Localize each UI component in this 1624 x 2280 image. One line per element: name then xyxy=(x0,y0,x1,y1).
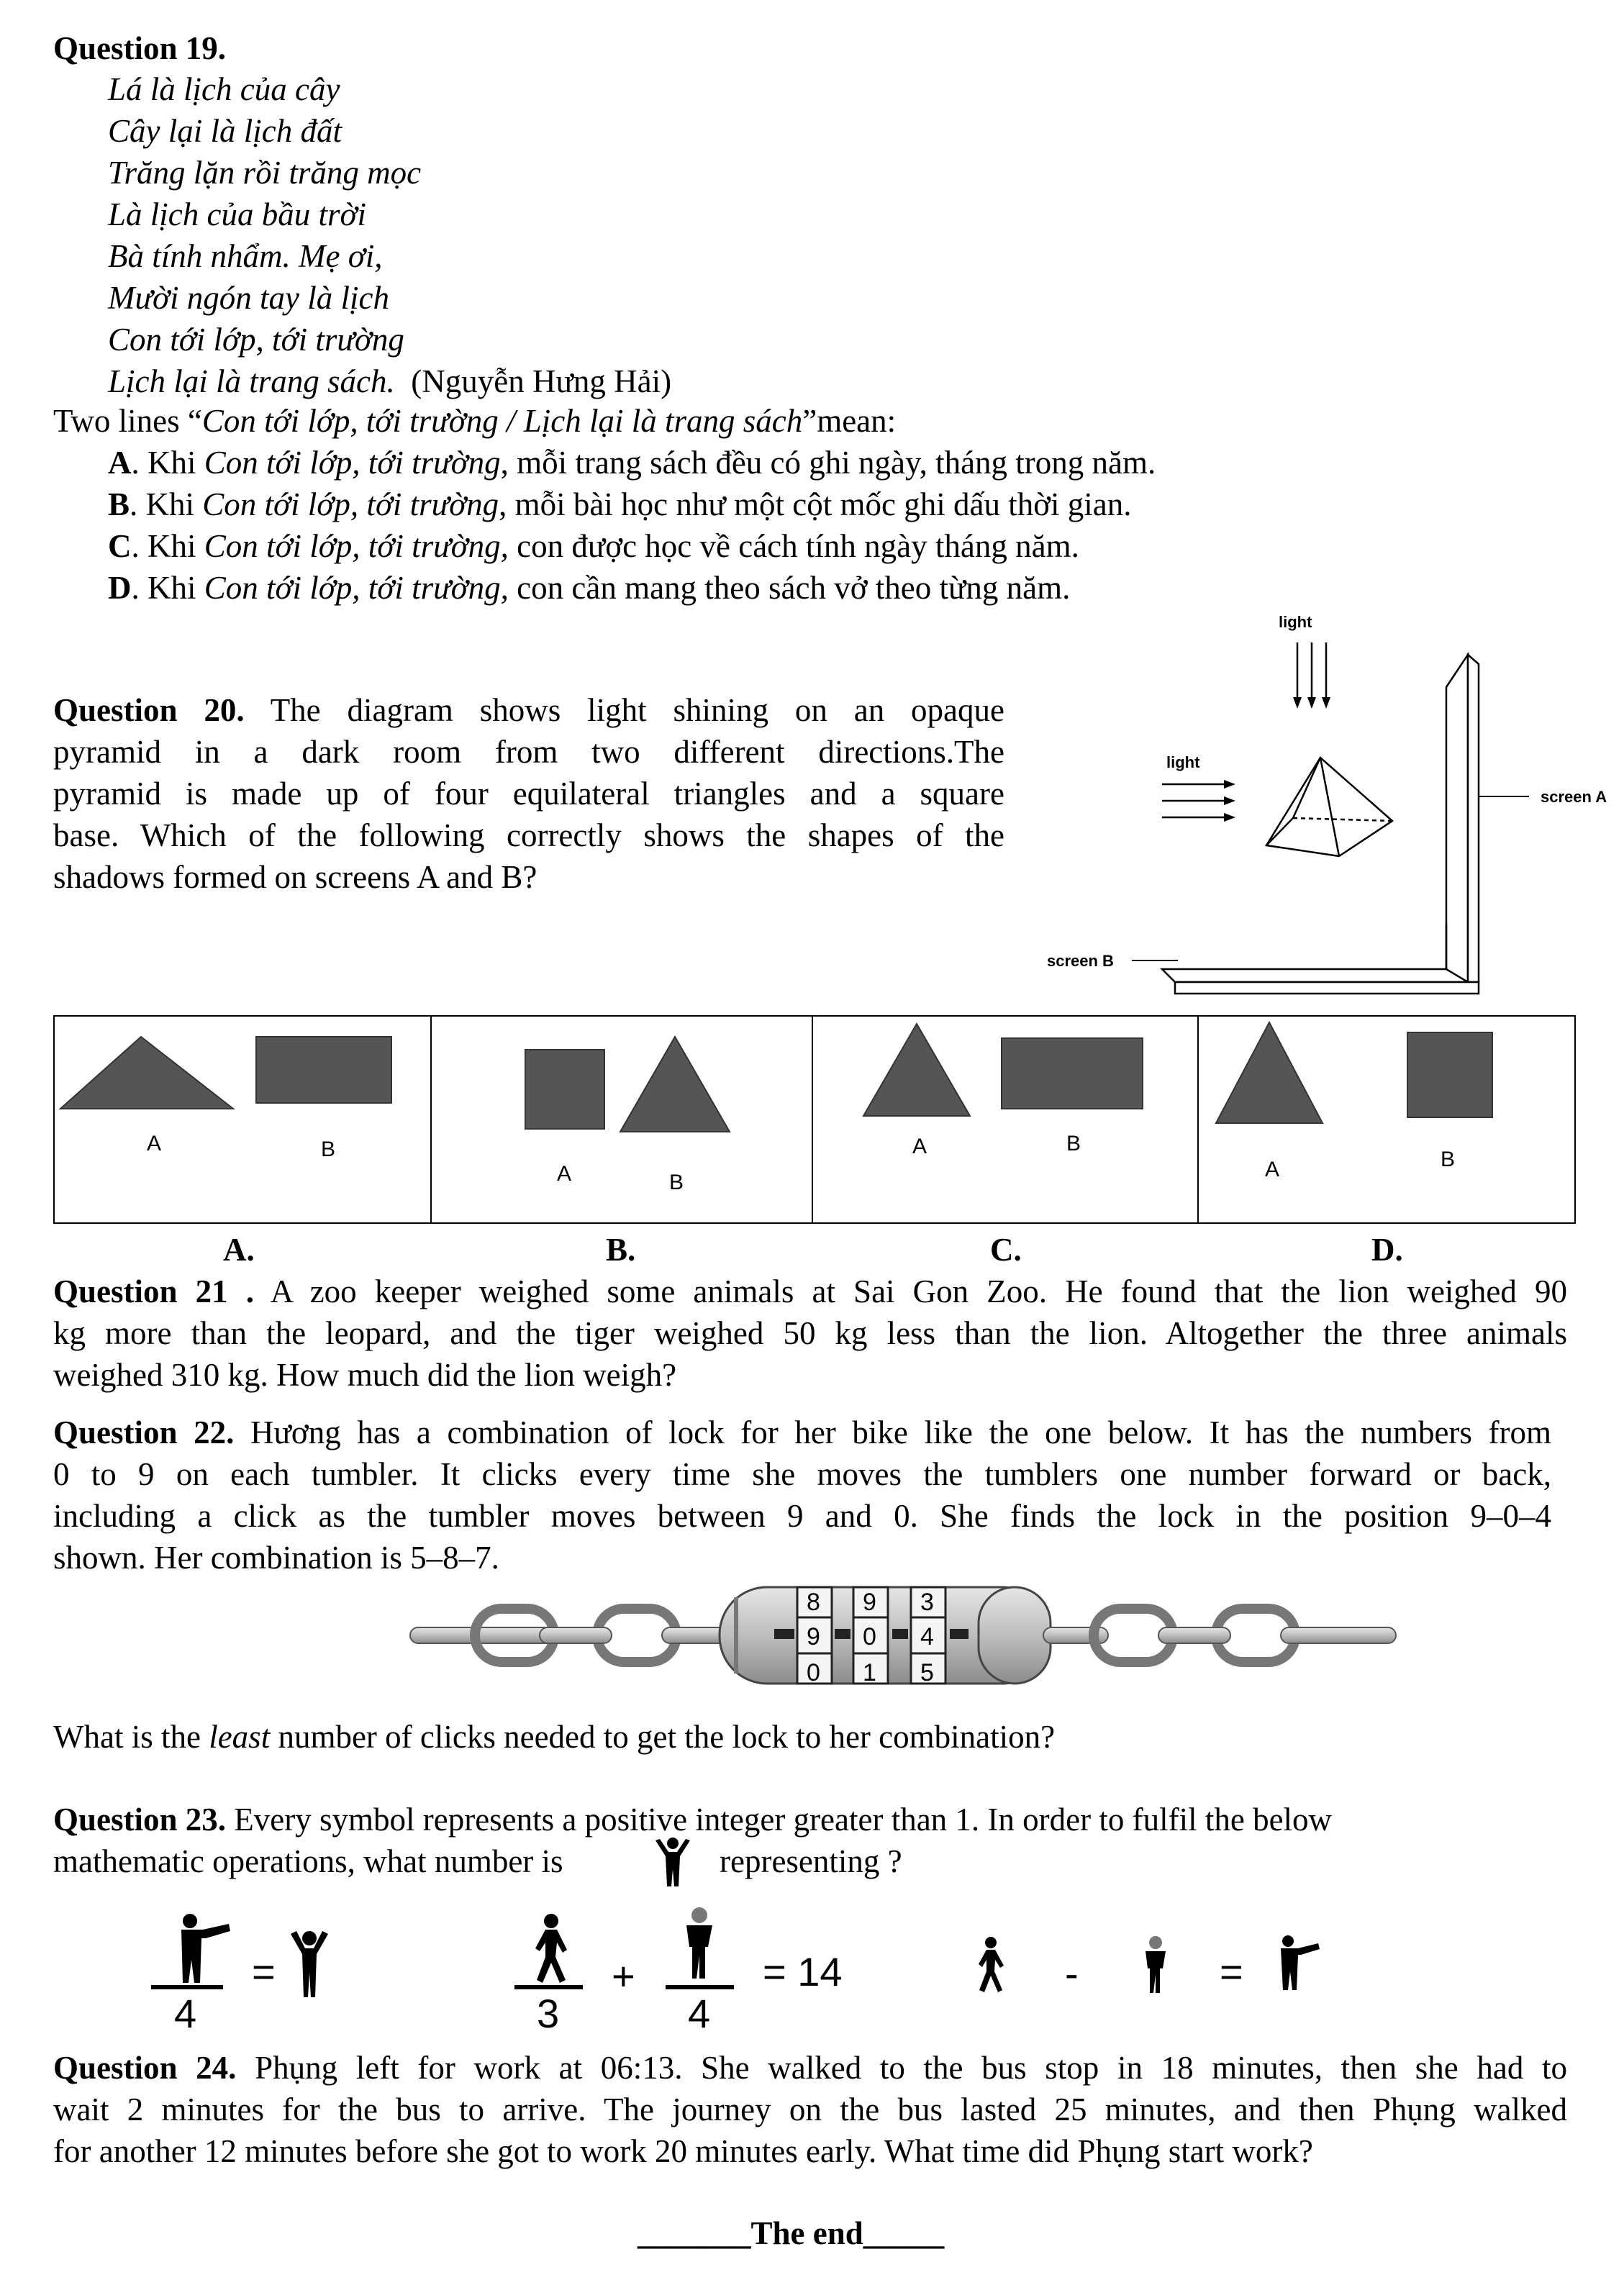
option-letter: B xyxy=(108,486,130,522)
choice-a-cell[interactable] xyxy=(55,1017,432,1222)
poem-line: Bà tính nhẩm. Mẹ ơi, xyxy=(108,238,383,274)
choice-d-letter[interactable]: D. xyxy=(1371,1232,1403,1268)
choice-b-shapes xyxy=(432,1017,810,1222)
tumbler-digit: 9 xyxy=(863,1589,876,1616)
pointing-figure-icon xyxy=(1281,1935,1320,1990)
light-side-label: light xyxy=(1166,753,1200,771)
q23-title: Question 23. xyxy=(53,1802,227,1838)
q21-text xyxy=(53,1271,1567,1396)
q24-line: for another 12 minutes before she got to work 20 minutes early. What time did Phụng start work? xyxy=(53,2133,1313,2169)
poem-line: Mười ngón tay là lịch xyxy=(108,280,390,316)
choice-a-letter[interactable]: A. xyxy=(223,1232,255,1268)
light-top-label: light xyxy=(1279,613,1312,631)
right-chain xyxy=(1043,1609,1396,1662)
shape-label-b: B xyxy=(321,1137,336,1161)
tumbler-digit: 4 xyxy=(920,1623,934,1650)
q20-line: pyramid in a dark room from two different directions.The xyxy=(53,734,1004,770)
option-rest: con được học về cách tính ngày tháng năm. xyxy=(508,528,1079,564)
shape-label-a: A xyxy=(557,1162,572,1186)
arms-up-figure-icon xyxy=(291,1931,328,1997)
footer-text: The end xyxy=(750,2215,863,2251)
q20-line xyxy=(53,689,1004,731)
option-lead: . Khi xyxy=(131,570,204,606)
arms-up-figure-icon xyxy=(651,1835,694,1889)
option-lead: . Khi xyxy=(131,445,204,481)
q24-line: wait 2 minutes for the bus to arrive. The journey on the bus lasted 25 minutes, and then Phụng walked xyxy=(53,2091,1567,2127)
shape-label-b: B xyxy=(1441,1148,1456,1171)
q22-line: shown. Her combination is 5–8–7. xyxy=(53,1540,499,1576)
tumbler-3[interactable] xyxy=(911,1587,945,1686)
poem-line: Trăng lặn rồi trăng mọc xyxy=(108,155,422,191)
divisor: 4 xyxy=(688,1991,711,2036)
combination-lock xyxy=(403,1577,1410,1699)
poem-line: Cây lại là lịch đất xyxy=(108,113,342,149)
q22-line-text: Hương has a combination of lock for her bike like the one below. It has the numbers from xyxy=(234,1414,1552,1450)
tumbler-digit: 8 xyxy=(807,1589,820,1616)
q20-text xyxy=(53,689,1004,898)
q21-line: weighed 310 kg. How much did the lion weigh? xyxy=(53,1357,677,1393)
divisor: 3 xyxy=(537,1991,560,2036)
tumbler-digit: 0 xyxy=(807,1659,820,1686)
option-letter: D xyxy=(108,570,132,606)
q19-option-c[interactable] xyxy=(108,525,1156,567)
poem-last-line: Lịch lại là trang sách. xyxy=(108,363,395,399)
tumbler-digit: 1 xyxy=(863,1659,876,1686)
option-letter: C xyxy=(108,528,132,564)
tumbler-2[interactable] xyxy=(853,1587,888,1686)
q20-line: base. Which of the following correctly shows the shapes of the xyxy=(53,817,1004,853)
q22-line: 0 to 9 on each tumbler. It clicks every time she moves the tumblers one number forward or back, xyxy=(53,1456,1551,1492)
shape-label-a: A xyxy=(147,1132,162,1155)
result: = 14 xyxy=(763,1949,843,1994)
screen-a xyxy=(1446,655,1479,982)
q22-question xyxy=(53,1716,1055,1758)
walking-figure-icon xyxy=(535,1914,567,1983)
q24-line-text: Phụng left for work at 06:13. She walked to the bus stop in 18 minutes, then she had to xyxy=(236,2050,1568,2086)
equals-sign: = xyxy=(1220,1949,1243,1994)
square-shadow xyxy=(525,1050,604,1129)
choice-d-cell[interactable] xyxy=(1199,1017,1574,1222)
pointing-figure-icon xyxy=(181,1914,230,1983)
q19-prompt xyxy=(53,400,896,442)
minus-sign: - xyxy=(1065,1950,1079,1996)
tumbler-digit: 3 xyxy=(920,1589,934,1616)
equals-sign: = xyxy=(252,1949,276,1994)
rectangle-shadow xyxy=(1002,1038,1143,1109)
q19-prompt-pre: Two lines “ xyxy=(53,403,202,439)
option-phrase: Con tới lớp, tới trường xyxy=(204,445,501,481)
shape-label-a: A xyxy=(912,1135,927,1158)
standing-figure-icon xyxy=(686,1907,712,1979)
q20-title: Question 20. xyxy=(53,692,245,728)
poem-author: (Nguyễn Hưng Hải) xyxy=(411,363,672,399)
footer-rule-left: _______ xyxy=(638,2215,751,2251)
option-phrase: Con tới lớp, tới trường, xyxy=(204,570,509,606)
option-rest: con cần mang theo sách vở theo từng năm. xyxy=(508,570,1071,606)
q20-line-text: The diagram shows light shining on an opaque xyxy=(270,692,1005,728)
q21-line: kg more than the leopard, and the tiger weighed 50 kg less than the lion. Altogether the three animals xyxy=(53,1315,1567,1351)
plus-sign: + xyxy=(612,1953,635,1999)
q20-line: shadows formed on screens A and B? xyxy=(53,859,537,895)
the-end-footer xyxy=(638,2212,944,2254)
choice-c-letter[interactable]: C. xyxy=(990,1232,1022,1268)
choice-b-cell[interactable] xyxy=(432,1017,813,1222)
q22-question-em: least xyxy=(209,1719,271,1755)
option-lead: . Khi xyxy=(130,486,203,522)
screen-a-label: screen A xyxy=(1541,788,1607,806)
poem-line: Con tới lớp, tới trường xyxy=(108,322,404,358)
q20-answer-grid xyxy=(53,1015,1576,1224)
tumbler-digit: 9 xyxy=(807,1623,820,1650)
q21-line-text: A zoo keeper weighed some animals at Sai Gon Zoo. He found that the lion weighed 90 xyxy=(253,1273,1568,1309)
q19-prompt-quote: Con tới lớp, tới trường / Lịch lại là trang sách xyxy=(201,403,803,439)
option-letter: A xyxy=(108,445,132,481)
triangle-shadow xyxy=(863,1024,970,1116)
shape-label-b: B xyxy=(1066,1132,1081,1155)
q22-question-pre: What is the xyxy=(53,1719,209,1755)
q24-text xyxy=(53,2047,1567,2172)
q24-line xyxy=(53,2047,1567,2089)
choice-d-shapes xyxy=(1199,1017,1574,1222)
shape-label-a: A xyxy=(1265,1158,1280,1181)
choice-c-shapes xyxy=(813,1017,1196,1222)
option-lead: . Khi xyxy=(131,528,204,564)
q19-options xyxy=(108,442,1156,609)
divisor: 4 xyxy=(174,1991,197,2036)
poem-line: Lá là lịch của cây xyxy=(108,71,340,107)
footer-rule-right: _____ xyxy=(863,2215,945,2251)
q22-line: including a click as the tumbler moves between 9 and 0. She finds the lock in the position 9–0–4 xyxy=(53,1498,1551,1534)
q20-line: pyramid is made up of four equilateral triangles and a square xyxy=(53,776,1004,812)
triangle-shadow xyxy=(620,1037,730,1132)
shape-label-b: B xyxy=(669,1171,684,1194)
lock-cap xyxy=(979,1587,1051,1684)
q19-poem xyxy=(108,68,671,402)
q19-option-a[interactable] xyxy=(108,442,1156,483)
triangle-shadow xyxy=(1216,1022,1323,1123)
choice-a-shapes xyxy=(55,1017,429,1222)
choice-b-letter[interactable]: B. xyxy=(606,1232,636,1268)
triangle-shadow xyxy=(60,1037,233,1109)
screen-b xyxy=(1162,925,1479,994)
q23-line2-end: representing ? xyxy=(720,1843,902,1879)
q23-line2 xyxy=(53,1840,563,1882)
rectangle-shadow xyxy=(256,1037,391,1103)
option-phrase: Con tới lớp, tới trường xyxy=(202,486,499,522)
option-phrase: Con tới lớp, tới trường, xyxy=(204,528,509,564)
screen-b-label: screen B xyxy=(1047,952,1114,970)
q22-title: Question 22. xyxy=(53,1414,235,1450)
light-down-arrows xyxy=(1297,642,1326,701)
choice-c-cell[interactable] xyxy=(813,1017,1199,1222)
q22-question-post: number of clicks needed to get the lock to her combination? xyxy=(270,1719,1056,1755)
standing-figure-icon xyxy=(1146,1936,1166,1993)
square-shadow xyxy=(1407,1032,1492,1117)
q22-text xyxy=(53,1412,1551,1579)
q19-title: Question 19. xyxy=(53,30,227,66)
q19-prompt-post: ”mean: xyxy=(802,403,897,439)
tumbler-1[interactable] xyxy=(797,1587,832,1686)
poem-line-last xyxy=(108,360,671,402)
walking-figure-icon xyxy=(979,1937,1004,1992)
q19-option-d[interactable] xyxy=(108,567,1156,609)
q23-equations xyxy=(137,1899,1360,2043)
q23-line1-text: Every symbol represents a positive integer greater than 1. In order to fulfil the below xyxy=(226,1802,1333,1838)
q21-title: Question 21 . xyxy=(53,1273,254,1309)
q21-line xyxy=(53,1271,1567,1312)
light-side-arrows xyxy=(1162,784,1227,817)
left-chain xyxy=(410,1609,727,1662)
pyramid-shape xyxy=(1266,758,1392,856)
option-rest: , mỗi trang sách đều có ghi ngày, tháng trong năm. xyxy=(500,445,1156,481)
option-rest: , mỗi bài học như một cột mốc ghi dấu thời gian. xyxy=(499,486,1132,522)
tumbler-digit: 0 xyxy=(863,1623,876,1650)
poem-line: Là lịch của bầu trời xyxy=(108,196,367,232)
pyramid-diagram xyxy=(1025,608,1623,1000)
q23-line2-pre: mathematic operations, what number is xyxy=(53,1843,563,1879)
q24-title: Question 24. xyxy=(53,2050,237,2086)
q19-option-b[interactable] xyxy=(108,483,1156,525)
tumbler-digit: 5 xyxy=(920,1659,934,1686)
q22-line xyxy=(53,1412,1551,1453)
